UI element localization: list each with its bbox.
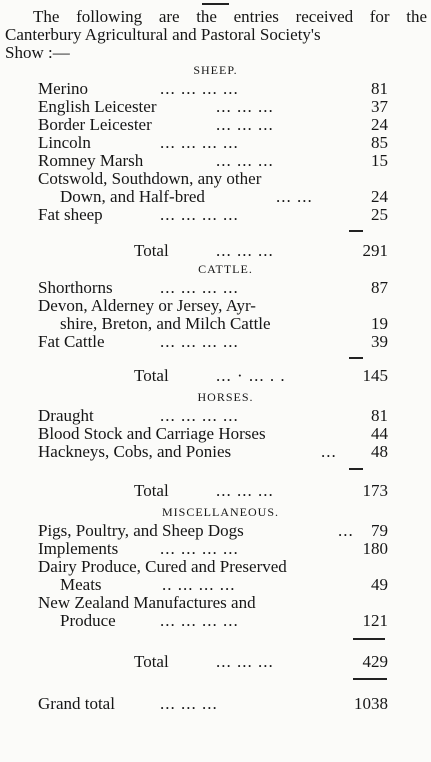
total-label: Total: [134, 652, 169, 671]
leader-dots: ... ... ... ...: [160, 332, 239, 351]
entry-label: Draught: [38, 406, 94, 425]
entry-label: Produce: [60, 611, 116, 630]
leader-dots: ... ...: [276, 187, 313, 206]
leader-dots: ... ... ...: [216, 115, 274, 134]
entry-count: 85: [371, 133, 388, 152]
entry-count: 15: [371, 151, 388, 170]
entry-label: shire, Breton, and Milch Cattle: [60, 314, 271, 333]
entry-count: 81: [371, 406, 388, 425]
entry-count: 81: [371, 79, 388, 98]
entry-label: Implements: [38, 539, 119, 558]
total-label: Total: [134, 366, 169, 385]
intro-paragraph: [5, 8, 427, 62]
leader-dots: ... ... ... ...: [160, 278, 239, 297]
leader-dots: ... ... ... ...: [160, 611, 239, 630]
leader-dots: ... ... ... ...: [160, 79, 239, 98]
total-count: 429: [362, 652, 388, 671]
entry-count: 44: [371, 424, 388, 443]
entry-label: Fat sheep: [38, 205, 103, 224]
entry-label: Dairy Produce, Cured and Preserved: [38, 557, 287, 576]
leader-dots: ... ... ... ...: [160, 133, 239, 152]
section-heading-sheep: SHEEP.: [193, 63, 238, 77]
entry-label: Blood Stock and Carriage Horses: [38, 424, 266, 443]
entry-count: 24: [371, 187, 388, 206]
entry-count: 49: [371, 575, 388, 594]
leader-dots: ... ... ...: [216, 97, 274, 116]
leader-dots: ... ... ...: [216, 241, 274, 260]
entry-count: 25: [371, 205, 388, 224]
entry-count: 180: [362, 539, 388, 558]
leader-dots: ... ... ...: [216, 151, 274, 170]
leader-dots: ... ... ...: [216, 652, 274, 671]
total-label: Total: [134, 241, 169, 260]
intro-line-2: Canterbury Agricultural and Pastoral Society's: [5, 25, 321, 44]
entry-label: Shorthorns: [38, 278, 113, 297]
intro-line-3: Show :—: [5, 43, 70, 62]
entry-count: 19: [371, 314, 388, 333]
entry-label: Pigs, Poultry, and Sheep Dogs: [38, 521, 244, 540]
entry-label: Merino: [38, 79, 89, 98]
sum-rule: [349, 468, 363, 470]
entry-label: Down, and Half-bred: [60, 187, 205, 206]
entry-count: 39: [371, 332, 388, 351]
leader-dots: ... ... ... ...: [160, 539, 239, 558]
leader-dots: ... ... ... ...: [160, 205, 239, 224]
leader-dots: ... · ... . .: [216, 366, 286, 385]
sum-rule: [353, 678, 387, 680]
grand-total-count: 1038: [354, 694, 388, 713]
entry-label: Fat Cattle: [38, 332, 105, 351]
leader-dots: ...: [338, 521, 354, 540]
entry-label: Devon, Alderney or Jersey, Ayr-: [38, 296, 256, 315]
entry-label: New Zealand Manufactures and: [38, 593, 256, 612]
entry-label: Meats: [60, 575, 102, 594]
sum-rule: [353, 638, 385, 640]
top-rule: [202, 3, 229, 5]
entry-label: Border Leicester: [38, 115, 152, 134]
entry-count: 79: [371, 521, 388, 540]
entry-label: Cotswold, Southdown, any other: [38, 169, 262, 188]
section-heading-miscellaneous: MISCELLANEOUS.: [161, 505, 279, 519]
entry-label: English Leicester: [38, 97, 157, 116]
leader-dots: ... ... ...: [160, 694, 218, 713]
entry-count: 87: [371, 278, 388, 297]
leader-dots: ... ... ...: [216, 481, 274, 500]
total-count: 291: [362, 241, 388, 260]
entry-label: Romney Marsh: [38, 151, 144, 170]
section-heading-cattle: CATTLE.: [198, 262, 253, 276]
total-label: Total: [134, 481, 169, 500]
leader-dots: ...: [321, 442, 337, 461]
sum-rule: [349, 230, 363, 232]
sum-rule: [349, 357, 363, 359]
entry-count: 24: [371, 115, 388, 134]
total-count: 145: [362, 366, 388, 385]
entry-count: 37: [371, 97, 388, 116]
leader-dots: .. ... ... ...: [162, 575, 236, 594]
total-count: 173: [362, 481, 388, 500]
leader-dots: ... ... ... ...: [160, 406, 239, 425]
entry-count: 121: [362, 611, 388, 630]
section-heading-horses: HORSES.: [197, 390, 254, 404]
entry-label: Hackneys, Cobs, and Ponies: [38, 442, 232, 461]
entry-label: Lincoln: [38, 133, 91, 152]
entry-count: 48: [371, 442, 388, 461]
intro-line-1: The following are the entries received for the: [33, 7, 427, 26]
grand-total-label: Grand total: [38, 694, 115, 713]
